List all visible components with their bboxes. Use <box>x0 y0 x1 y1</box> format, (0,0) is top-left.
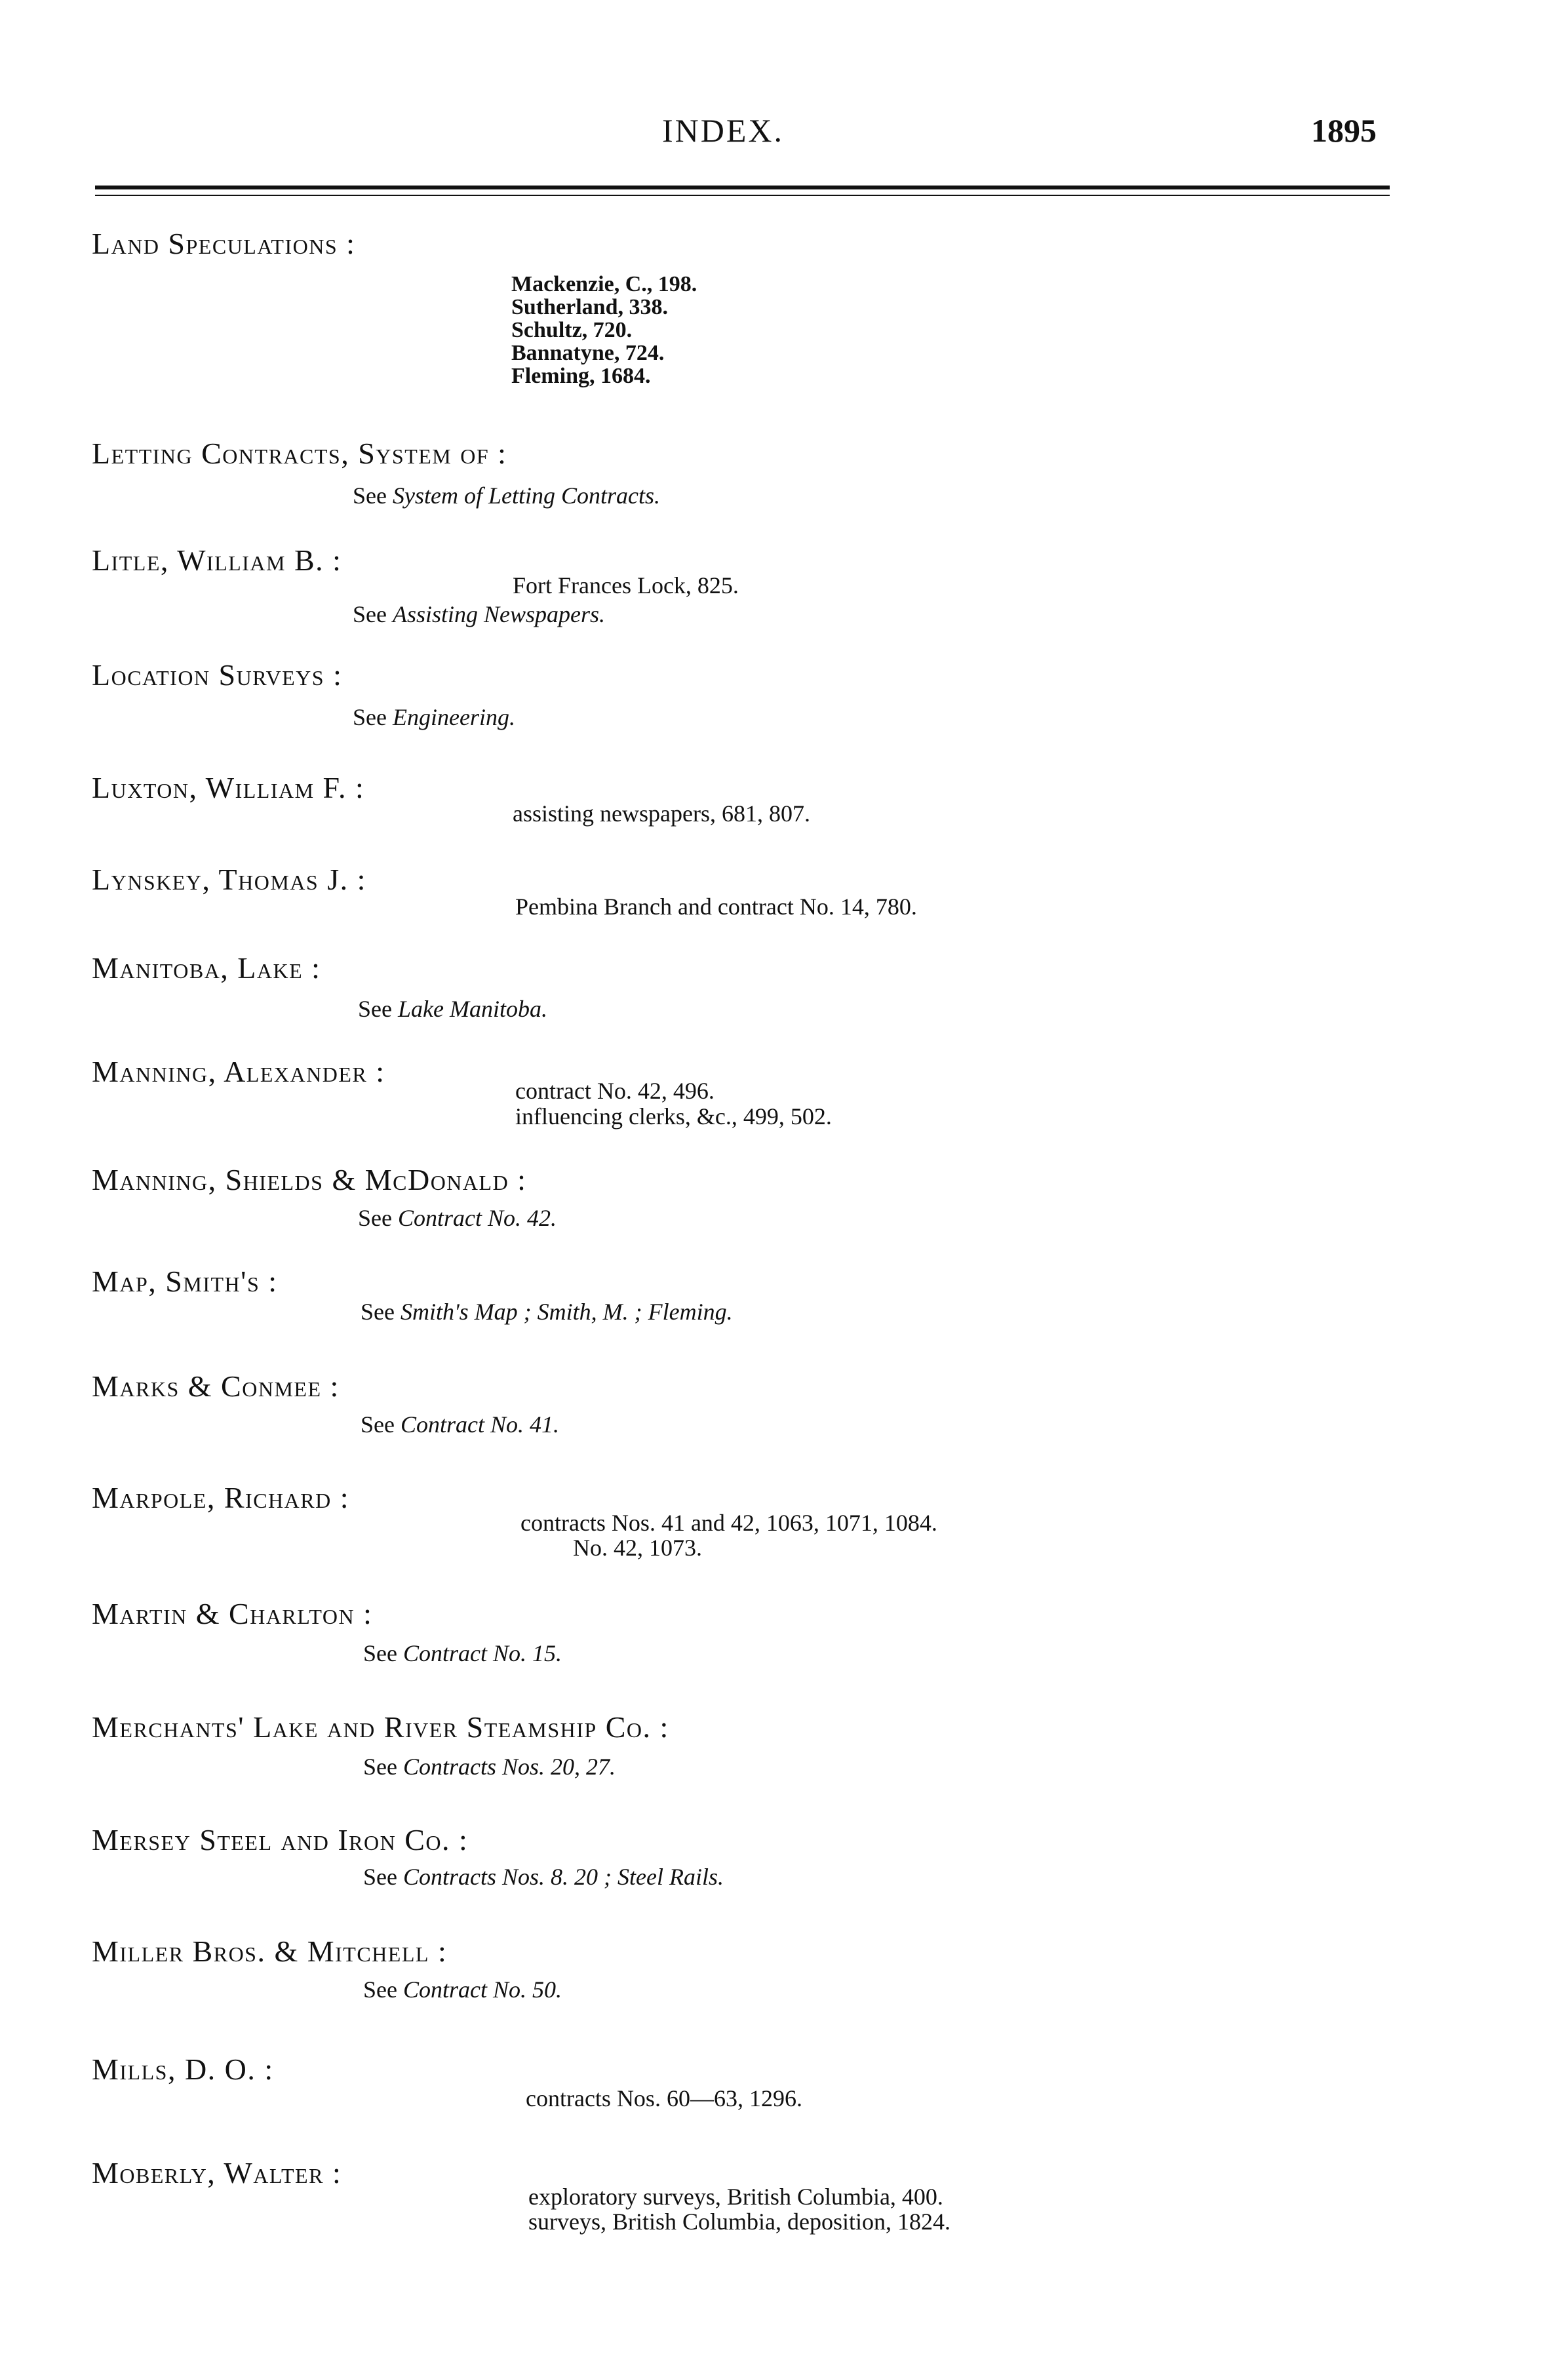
see-target: Contract No. 42. <box>397 1205 557 1231</box>
entry-heading: Letting Contracts, System of : <box>92 437 507 470</box>
see-reference <box>363 1976 562 2003</box>
header-rule-thick <box>95 186 1390 189</box>
entry-line: Pembina Branch and contract No. 14, 780. <box>515 893 917 920</box>
entry-heading: Marpole, Richard : <box>92 1481 349 1514</box>
entry-heading: Moberly, Walter : <box>92 2156 342 2189</box>
see-word: See <box>353 601 387 627</box>
see-reference <box>358 1204 557 1232</box>
page-title: INDEX. <box>662 112 785 149</box>
entry-heading: Lynskey, Thomas J. : <box>92 863 366 896</box>
entry-heading: Manning, Shields & McDonald : <box>92 1163 527 1196</box>
see-target: Lake Manitoba. <box>397 996 547 1022</box>
entry-line: Mackenzie, C., 198. <box>511 272 697 296</box>
entry-line: Schultz, 720. <box>511 318 633 342</box>
entry-line: Fleming, 1684. <box>511 364 651 388</box>
see-word: See <box>361 1411 395 1438</box>
entry-line: Sutherland, 338. <box>511 295 668 319</box>
entry-heading: Merchants' Lake and River Steamship Co. : <box>92 1710 669 1744</box>
see-word: See <box>358 1205 392 1231</box>
entry-heading: Map, Smith's : <box>92 1265 278 1298</box>
entry-line: exploratory surveys, British Columbia, 400. <box>528 2184 943 2210</box>
see-reference <box>361 1298 733 1325</box>
entry-heading: Miller Bros. & Mitchell : <box>92 1934 448 1968</box>
entry-heading: Mersey Steel and Iron Co. : <box>92 1823 469 1856</box>
page-number: 1895 <box>1311 112 1377 149</box>
see-target: Contract No. 41. <box>400 1411 559 1438</box>
entry-heading: Land Speculations : <box>92 227 356 260</box>
entry-line: surveys, British Columbia, deposition, 1824. <box>528 2209 951 2235</box>
entry-line: influencing clerks, &c., 499, 502. <box>515 1103 832 1129</box>
entry-line: assisting newspapers, 681, 807. <box>513 800 810 827</box>
see-target: Contract No. 15. <box>402 1640 562 1666</box>
see-reference <box>363 1863 724 1891</box>
entry-line: contracts Nos. 41 and 42, 1063, 1071, 1084. <box>520 1510 937 1536</box>
see-reference <box>361 1411 559 1438</box>
see-word: See <box>363 1976 397 2003</box>
entry-line: contract No. 42, 496. <box>515 1078 715 1104</box>
header-rule-thin <box>95 195 1390 196</box>
entry-heading: Manitoba, Lake : <box>92 951 321 985</box>
see-target: Contract No. 50. <box>402 1976 562 2003</box>
see-word: See <box>358 996 392 1022</box>
entry-line: Bannatyne, 724. <box>511 341 665 365</box>
see-reference <box>353 600 605 628</box>
entry-heading: Location Surveys : <box>92 658 343 692</box>
see-word: See <box>353 482 387 509</box>
see-reference <box>353 703 515 731</box>
see-word: See <box>363 1640 397 1666</box>
see-reference <box>353 482 660 509</box>
see-target: Engineering. <box>392 704 515 730</box>
see-word: See <box>363 1864 397 1890</box>
entry-heading: Manning, Alexander : <box>92 1055 385 1088</box>
see-reference <box>358 995 547 1023</box>
entry-line: contracts Nos. 60—63, 1296. <box>526 2085 802 2111</box>
see-target: Contracts Nos. 8. 20 ; Steel Rails. <box>402 1864 724 1890</box>
see-target: Smith's Map ; Smith, M. ; Fleming. <box>400 1299 733 1325</box>
see-target: Assisting Newspapers. <box>392 601 606 627</box>
entry-heading: Litle, William B. : <box>92 543 342 577</box>
entry-heading: Marks & Conmee : <box>92 1369 340 1403</box>
see-reference <box>363 1753 616 1780</box>
see-target: Contracts Nos. 20, 27. <box>402 1754 616 1780</box>
see-reference <box>363 1639 562 1667</box>
see-word: See <box>361 1299 395 1325</box>
entry-line: Fort Frances Lock, 825. <box>513 572 739 599</box>
see-word: See <box>363 1754 397 1780</box>
entry-heading: Luxton, William F. : <box>92 771 365 804</box>
entry-heading: Mills, D. O. : <box>92 2052 274 2086</box>
page-header <box>0 111 1568 164</box>
see-target: System of Letting Contracts. <box>392 482 660 509</box>
entry-line: No. 42, 1073. <box>573 1535 702 1561</box>
entry-heading: Martin & Charlton : <box>92 1597 373 1630</box>
see-word: See <box>353 704 387 730</box>
